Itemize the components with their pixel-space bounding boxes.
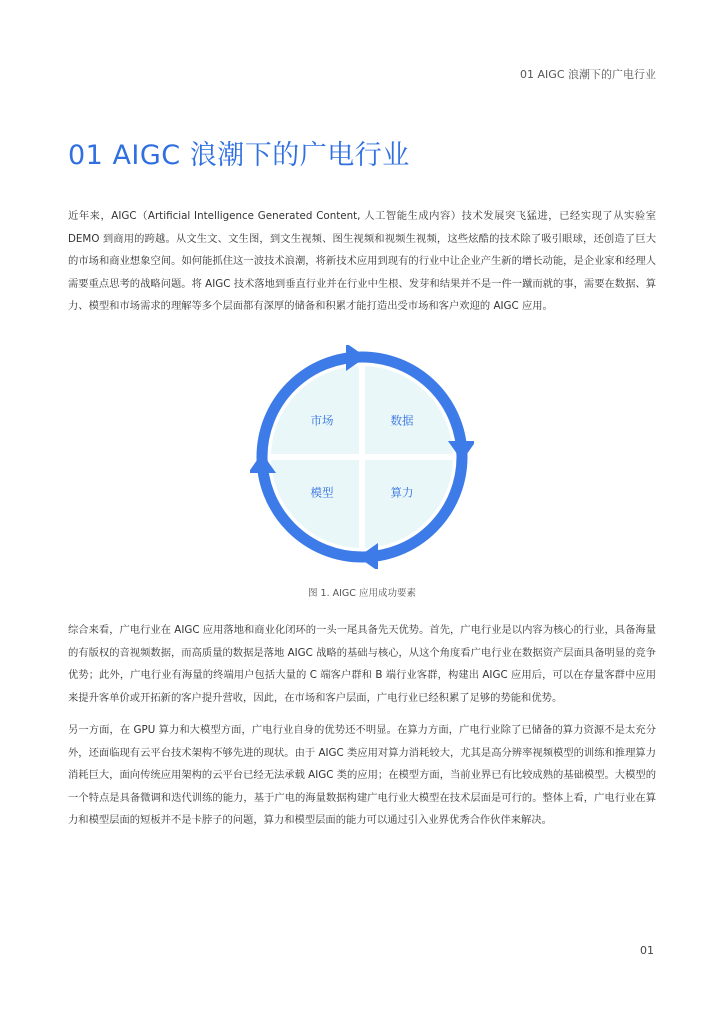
body-paragraph: 近年来，AIGC（Artificial Intelligence Generated Content, 人工智能生成内容）技术发展突飞猛进，已经实现了从实验室 DEMO 到商用的跨越。从文生文、文生图，到文生视频、图生视频和视频生视频，这些炫酷的技术除了吸引眼球，还创造了巨大的市场和商业想象空间。如何能抓住这一波技术浪潮，将新技术应用到现有的行业中让企业产生新的增长动能，是企业家和经理人需要重点思考的战略问题。将 AIGC 技术落地到垂直行业并在行业中生根、发芽和结果并不是一件一蹴而就的事，需要在数据、算力、模型和市场需求的理解等多个层面都有深厚的储备和积累才能打造出受市场和客户欢迎的 AIGC 应用。 [68, 210, 656, 312]
success-factors-figure [250, 345, 474, 569]
label-compute: 算力 [390, 485, 414, 500]
section-title: 01 AIGC 浪潮下的广电行业 [68, 140, 410, 171]
label-data: 数据 [390, 413, 414, 428]
label-model: 模型 [310, 485, 334, 500]
running-header: 01 AIGC 浪潮下的广电行业 [520, 68, 656, 81]
figure-caption: 图 1. AIGC 应用成功要素 [308, 588, 416, 599]
page-number: 01 [640, 944, 654, 957]
label-market: 市场 [310, 413, 334, 428]
cycle-diagram [250, 345, 474, 569]
body-paragraph: 另一方面，在 GPU 算力和大模型方面，广电行业自身的优势还不明显。在算力方面，广电行业除了已储备的算力资源不是太充分外，还面临现有云平台技术架构不够先进的现状。由于 AIGC 类应用对算力消耗较大，尤其是高分辨率视频模型的训练和推理算力消耗巨大，面向传统应用架构的云平台已经无法承载 AIGC 类的应用；在模型方面，当前业界已有比较成熟的基础模型。大模型的一个特点是具备微调和迭代训练的能力，基于广电的海量数据构建广电行业大模型在技术层面是可行的。整体上看，广电行业在算力和模型层面的短板并不是卡脖子的问题，算力和模型层面的能力可以通过引入业界优秀合作伙伴来解决。 [68, 724, 656, 826]
body-paragraph: 综合来看，广电行业在 AIGC 应用落地和商业化闭环的一头一尾具备先天优势。首先，广电行业是以内容为核心的行业，具备海量的有版权的音视频数据，而高质量的数据是落地 AIGC 战略的基础与核心，从这个角度看广电行业在数据资产层面具备明显的竞争优势；此外，广电行业有海量的终端用户包括大量的 C 端客户群和 B 端行业客群，构建出 AIGC 应用后，可以在存量客群中应用来提升客单价或开拓新的客户提升营收，因此，在市场和客户层面，广电行业已经积累了足够的势能和优势。 [68, 624, 656, 704]
